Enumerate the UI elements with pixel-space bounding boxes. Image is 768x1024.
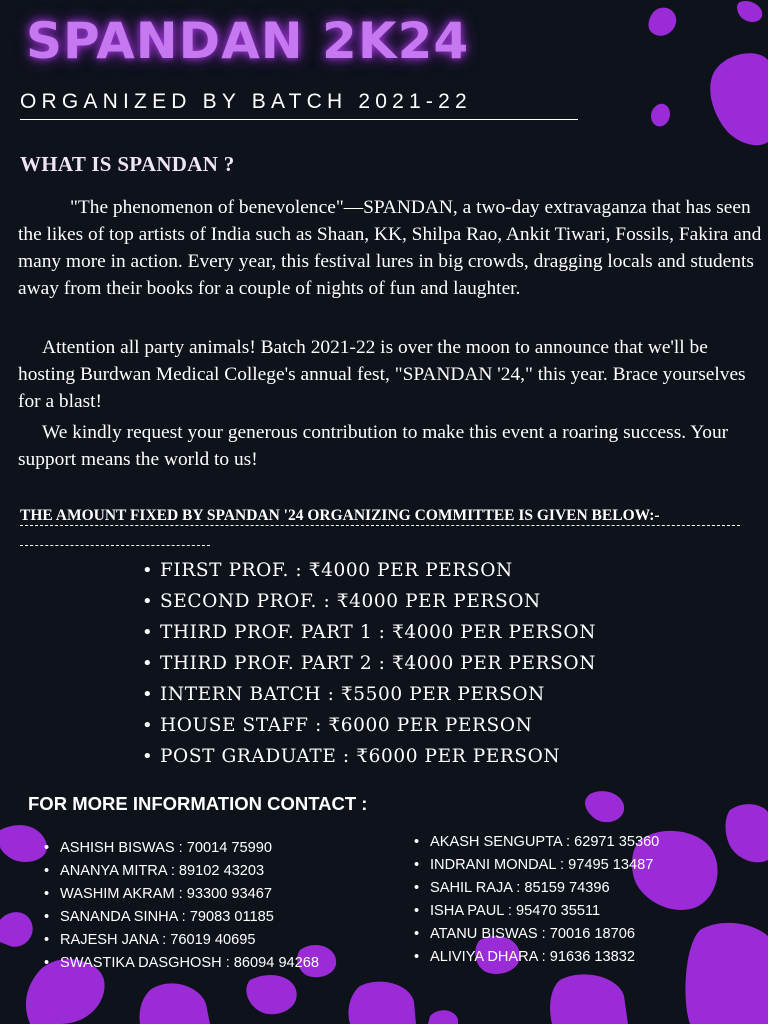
fee-text: HOUSE STAFF : ₹6000 PER PERSON: [160, 715, 533, 736]
amount-heading: THE AMOUNT FIXED BY SPANDAN '24 ORGANIZING COMMITTEE IS GIVEN BELOW:-: [20, 507, 660, 524]
organizer-subtitle: ORGANIZED BY BATCH 2021-22: [20, 90, 472, 113]
bullet-icon: •: [142, 746, 154, 767]
contact-item: [414, 854, 659, 877]
fee-item: [142, 681, 596, 712]
fee-text: THIRD PROF. PART 1 : ₹4000 PER PERSON: [160, 622, 596, 643]
contact-item: [44, 952, 319, 975]
bullet-icon: •: [44, 909, 50, 925]
fee-text: FIRST PROF. : ₹4000 PER PERSON: [160, 560, 513, 581]
contact-item: [414, 877, 659, 900]
fee-text: SECOND PROF. : ₹4000 PER PERSON: [160, 591, 541, 612]
bullet-icon: •: [142, 684, 154, 705]
bullet-icon: •: [142, 591, 154, 612]
bullet-icon: •: [44, 840, 50, 856]
bullet-icon: •: [414, 857, 420, 873]
contact-item: [44, 883, 319, 906]
amount-heading-underline: [20, 525, 740, 526]
contact-text: ASHISH BISWAS : 70014 75990: [60, 840, 272, 856]
contact-text: SWASTIKA DASGHOSH : 86094 94268: [60, 955, 320, 971]
contact-text: SAHIL RAJA : 85159 74396: [430, 880, 610, 896]
fee-item: [142, 650, 596, 681]
bullet-icon: •: [414, 834, 420, 850]
bullet-icon: •: [44, 886, 50, 902]
bullet-icon: •: [142, 622, 154, 643]
contact-text: ALIVIYA DHARA : 91636 13832: [430, 949, 635, 965]
what-is-heading: WHAT IS SPANDAN ?: [20, 152, 235, 176]
contact-item: [44, 860, 319, 883]
contact-list-right: [414, 831, 659, 969]
fee-item: [142, 619, 596, 650]
fee-text: INTERN BATCH : ₹5500 PER PERSON: [160, 684, 545, 705]
contact-item: [44, 837, 319, 860]
bullet-icon: •: [414, 903, 420, 919]
contact-item: [44, 906, 319, 929]
bullet-icon: •: [142, 653, 154, 674]
bullet-icon: •: [414, 926, 420, 942]
request-paragraph: We kindly request your generous contribution to make this event a roaring success. Your support means the world to us!: [18, 422, 729, 470]
contact-item: [414, 900, 659, 923]
contact-item: [44, 929, 319, 952]
contact-text: ISHA PAUL : 95470 35511: [430, 903, 601, 919]
bullet-icon: •: [414, 880, 420, 896]
fee-item: [142, 743, 596, 774]
intro-paragraph: "The phenomenon of benevolence"—SPANDAN, a two-day extravaganza that has seen the likes of top artists of India such as Shaan, KK, Shilpa Rao, Ankit Tiwari, Fossils, Fakira and many more in action. Every year, this festival lures in big crowds, dragging locals and students away from their books for a couple of nights of fun and laughter.: [18, 197, 762, 299]
contact-item: [414, 831, 659, 854]
fee-item: [142, 712, 596, 743]
subtitle-underline: [20, 119, 578, 120]
contact-text: ATANU BISWAS : 70016 18706: [430, 926, 635, 942]
amount-heading-underline-2: [20, 545, 210, 546]
contact-list-left: [44, 837, 319, 975]
bullet-icon: •: [44, 863, 50, 879]
contact-item: [414, 946, 659, 969]
fee-item: [142, 557, 596, 588]
bullet-icon: •: [414, 949, 420, 965]
contact-text: AKASH SENGUPTA : 62971 35360: [430, 834, 660, 850]
contact-item: [414, 923, 659, 946]
contact-text: ANANYA MITRA : 89102 43203: [60, 863, 265, 879]
contact-heading: FOR MORE INFORMATION CONTACT :: [28, 793, 368, 814]
contact-text: WASHIM AKRAM : 93300 93467: [60, 886, 272, 902]
fee-list: [142, 557, 596, 774]
contact-text: SANANDA SINHA : 79083 01185: [60, 909, 274, 925]
bullet-icon: •: [44, 955, 50, 971]
bullet-icon: •: [142, 560, 154, 581]
contact-text: INDRANI MONDAL : 97495 13487: [430, 857, 654, 873]
fee-text: POST GRADUATE : ₹6000 PER PERSON: [160, 746, 561, 767]
event-title: SPANDAN 2K24: [26, 12, 470, 70]
fee-text: THIRD PROF. PART 2 : ₹4000 PER PERSON: [160, 653, 596, 674]
fee-item: [142, 588, 596, 619]
bullet-icon: •: [44, 932, 50, 948]
announcement-paragraph: Attention all party animals! Batch 2021-22 is over the moon to announce that we'll be hosting Burdwan Medical College's annual fest, "SPANDAN '24," this year. Brace yourselves for a blast!: [18, 337, 746, 412]
bullet-icon: •: [142, 715, 154, 736]
decorative-blob-top-right: [640, 0, 768, 160]
contact-text: RAJESH JANA : 76019 40695: [60, 932, 256, 948]
